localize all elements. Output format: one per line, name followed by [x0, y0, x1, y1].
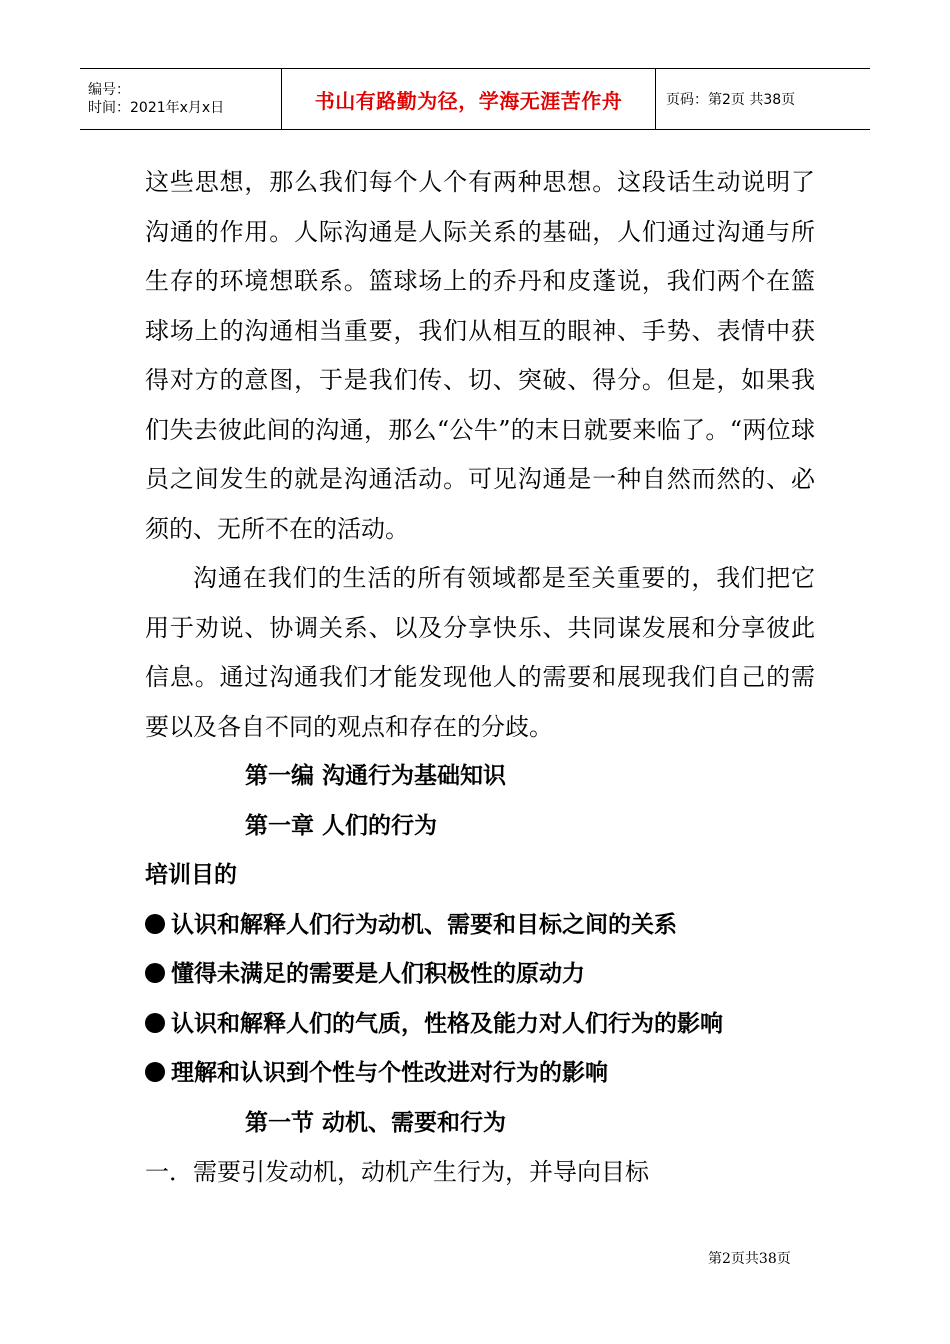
document-body — [145, 158, 815, 1198]
header-motto: 书山有路勤为径，学海无涯苦作舟 — [314, 88, 623, 113]
bullet-icon — [145, 1062, 165, 1082]
bullet-item — [145, 950, 815, 1000]
bullet-icon — [145, 963, 165, 983]
paragraph-2: 沟通在我们的生活的所有领域都是至关重要的，我们把它用于劝说、协调关系、以及分享快乐、共同谋发展和分享彼此信息。通过沟通我们才能发现他人的需要和展现我们自己的需要以及各自不同的观点和存在的分歧。 — [145, 564, 815, 741]
bullet-text: 认识和解释人们的气质，性格及能力对人们行为的影响 — [171, 1010, 723, 1037]
bullet-icon — [145, 1013, 165, 1033]
bullet-icon — [145, 914, 165, 934]
bullet-text: 理解和认识到个性与个性改进对行为的影响 — [171, 1060, 608, 1086]
header-page-info: 页码：第2页 共38页 — [666, 92, 796, 108]
paragraph-1: 这些思想，那么我们每个人个有两种思想。这段话生动说明了沟通的作用。人际沟通是人际关系的基础，人们通过沟通与所生存的环境想联系。篮球场上的乔丹和皮蓬说，我们两个在篮球场上的沟通相当重要，我们从相互的眼神、手势、表情中获得对方的意图，于是我们传、切、突破、得分。但是，如果我们失去彼此间的沟通，那么“公牛”的末日就要来临了。“两位球员之间发生的就是沟通活动。可见沟通是一种自然而然的、必须的、无所不在的活动。 — [145, 168, 815, 543]
training-goal-heading: 培训目的 — [145, 862, 237, 888]
page-header — [80, 68, 870, 130]
numbered-item-1: 一．需要引发动机，动机产生行为，并导向目标 — [145, 1158, 649, 1186]
bullet-item — [145, 1049, 815, 1099]
header-left-cell — [80, 69, 282, 129]
bullet-text: 懂得未满足的需要是人们积极性的原动力 — [171, 961, 585, 987]
section-title: 第一节 动机、需要和行为 — [245, 1109, 507, 1136]
bullet-item — [145, 901, 815, 951]
page-footer: 第2页共38页 — [708, 1251, 791, 1267]
header-motto-cell — [282, 69, 656, 129]
bullet-item — [145, 1000, 815, 1050]
document-time-label: 时间：2021年x月x日 — [88, 100, 225, 116]
part-title: 第一编 沟通行为基础知识 — [245, 763, 507, 789]
bullet-text: 认识和解释人们行为动机、需要和目标之间的关系 — [171, 911, 677, 938]
header-page-cell — [656, 69, 870, 129]
document-number-label: 编号： — [88, 82, 130, 98]
chapter-title: 第一章 人们的行为 — [245, 812, 438, 839]
